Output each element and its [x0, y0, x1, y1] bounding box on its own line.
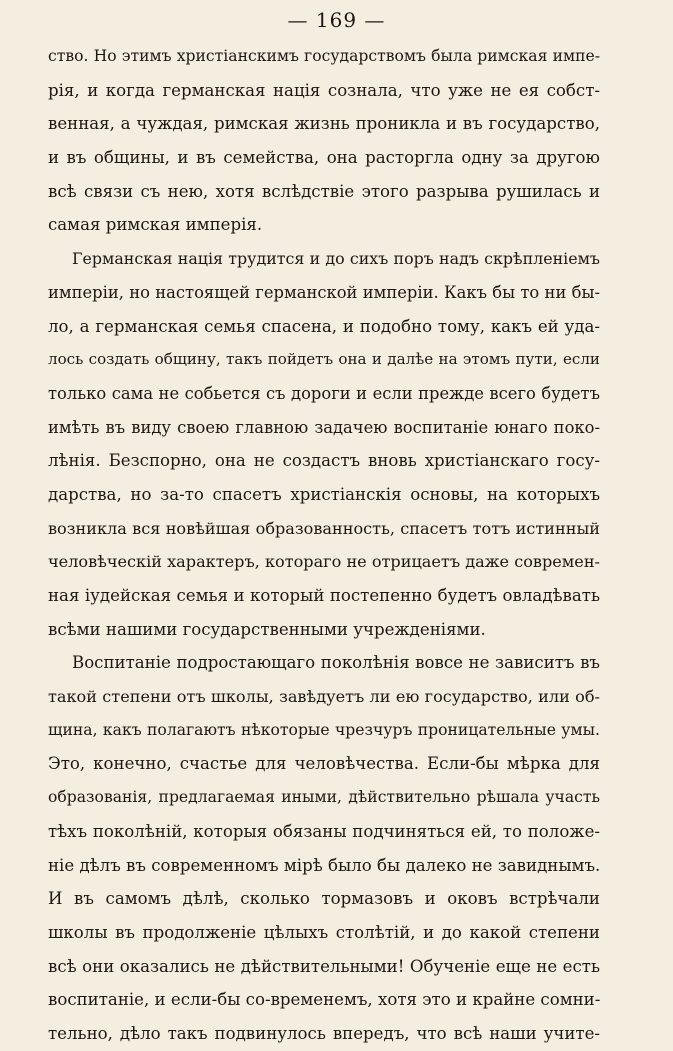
text-line: возникла вся новѣйшая образованность, спасетъ тотъ истинный: [48, 518, 600, 538]
text-line: образованія, предлагаемая иными, дѣйствительно рѣшала участь: [48, 788, 600, 807]
text-line: рія, и когда германская нація сознала, что уже не ея собст-: [48, 80, 600, 100]
text-line: венная, а чуждая, римская жизнь проникла и въ государство,: [48, 114, 600, 134]
text-line: Воспитаніе подростающаго поколѣнія вовсе не зависитъ въ: [72, 653, 600, 673]
text-line: тельно, дѣло такъ подвинулось впередъ, что всѣ наши учите-: [48, 1023, 600, 1043]
text-line: тѣхъ поколѣній, которыя обязаны подчиняться ей, то положе-: [48, 821, 600, 841]
text-line: Германская нація трудится и до сихъ поръ надъ скрѣпленіемъ: [72, 249, 600, 269]
text-line: воспитаніе, и если-бы со-временемъ, хотя это и крайне сомни-: [48, 990, 601, 1010]
text-line: такой степени отъ школы, завѣдуетъ ли ею государство, или об-: [48, 687, 600, 707]
body-text: [48, 40, 600, 1051]
text-line: ство. Но этимъ христіанскимъ государствомъ была римская импе-: [48, 47, 600, 65]
text-line: ніе дѣлъ въ современномъ мірѣ было бы далеко не завиднымъ.: [48, 855, 601, 875]
text-line: всѣ они оказались не дѣйствительными! Обученіе еще не есть: [48, 956, 600, 976]
text-line: дарства, но за-то спасетъ христіанскія основы, на которыхъ: [48, 484, 600, 504]
text-line: Это, конечно, счастье для человѣчества. Если-бы мѣрка для: [48, 754, 600, 774]
text-line: всѣ связи съ нею, хотя вслѣдствіе этого разрыва рушилась и: [48, 181, 600, 201]
text-line: и въ общины, и въ семейства, она расторгла одну за другою: [48, 148, 600, 168]
text-line: школы въ продолженіе цѣлыхъ столѣтій, и до какой степени: [48, 922, 600, 942]
text-line: имперіи, но настоящей германской имперіи. Какъ бы то ни бы-: [48, 282, 600, 302]
text-line: ло, а германская семья спасена, и подобно тому, какъ ей уда-: [48, 316, 600, 336]
page-number: — 169 —: [287, 8, 386, 32]
text-line: ная іудейская семья и который постепенно будетъ овладѣвать: [48, 586, 600, 605]
text-line: самая римская имперія.: [48, 215, 263, 235]
text-line: всѣми нашими государственными учрежденіями.: [48, 619, 486, 639]
text-line: щина, какъ полагаютъ нѣкоторые чрезчуръ проницательные умы.: [48, 720, 600, 739]
text-line: человѣческій характеръ, котораго не отрицаетъ даже современ-: [48, 552, 600, 572]
text-line: И въ самомъ дѣлѣ, сколько тормазовъ и оковъ встрѣчали: [48, 889, 600, 909]
text-line: лѣнія. Безспорно, она не создастъ вновь христіанскаго госу-: [48, 451, 600, 471]
text-line: лось создать общину, такъ пойдетъ она и далѣе на этомъ пути, если: [48, 350, 600, 369]
text-line: только сама не собьется съ дороги и если прежде всего будетъ: [48, 383, 600, 403]
text-line: имѣть въ виду своею главною задачею воспитаніе юнаго поко-: [48, 417, 600, 437]
